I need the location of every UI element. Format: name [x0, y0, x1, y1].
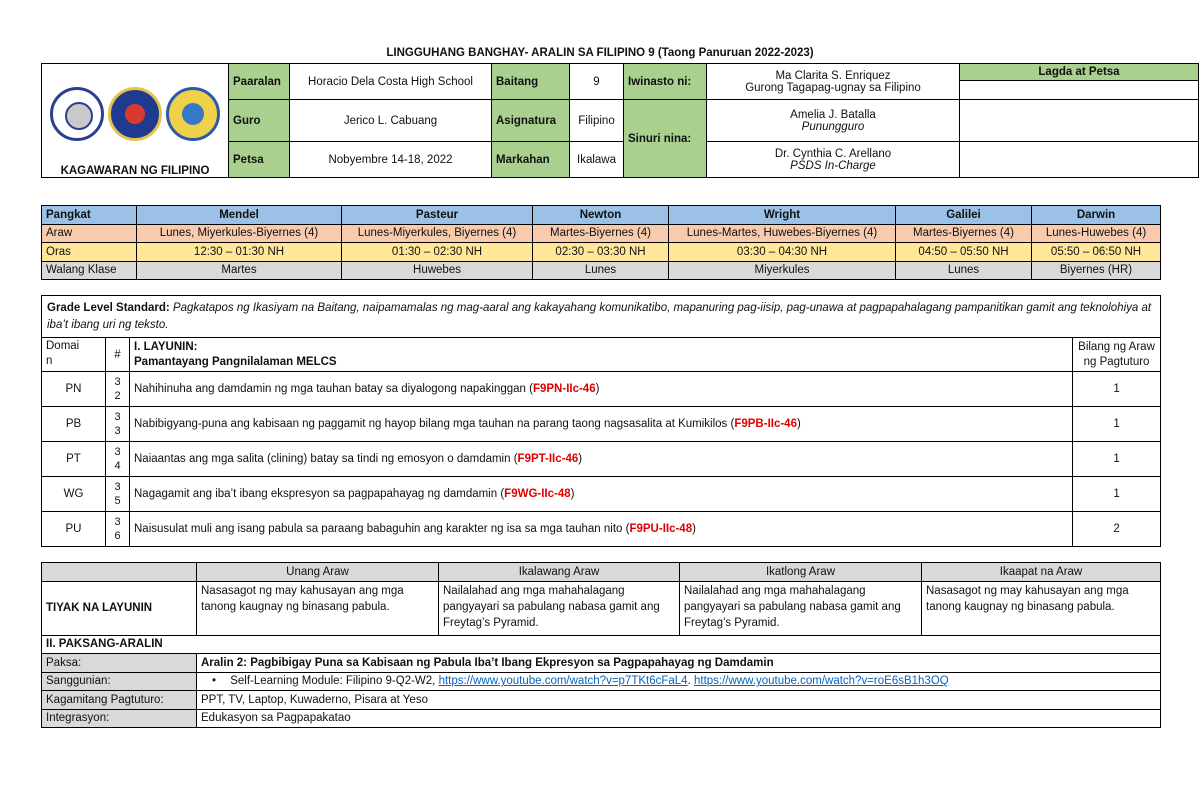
sinuri1-cell [707, 100, 960, 142]
standard-text: Pagkatapos ng Ikasiyam na Baitang, naipamamalas ng mag-aaral ang kakayahang komunikatibo, mapanuring pag-iisip, pag-unawa at pagpapahalagang pampanitikan gamit ang teknolohiya at iba’t ibang uri ng teksto. [47, 301, 1152, 331]
asignatura-label: Asignatura [492, 100, 570, 142]
logo-cell [42, 64, 229, 178]
objective-number: 3 3 [106, 407, 130, 442]
section-name: Wright [669, 206, 896, 225]
section-name: Darwin [1032, 206, 1161, 225]
objective-days: 1 [1073, 407, 1161, 442]
baitang-label: Baitang [492, 64, 570, 100]
bullet: • [211, 675, 217, 688]
guro-value: Jerico L. Cabuang [290, 100, 492, 142]
objective-text: Nahihinuha ang damdamin ng mga tauhan batay sa diyalogong napakinggan (F9PN-IIc-46) [130, 372, 1073, 407]
deped-seal-icon [50, 87, 104, 141]
section-araw: Lunes-Miyerkules, Biyernes (4) [342, 224, 533, 243]
objective-number: 3 5 [106, 477, 130, 512]
region-seal-icon [108, 87, 162, 141]
section-oras: 03:30 – 04:30 NH [669, 243, 896, 262]
lesson-table [41, 562, 1161, 728]
objective-days: 1 [1073, 477, 1161, 512]
lagda-sinuri1 [960, 100, 1199, 142]
objective-domain: PN [42, 372, 106, 407]
division-seal-icon [166, 87, 220, 141]
paksang-aralin-heading: II. PAKSANG-ARALIN [42, 635, 1161, 654]
markahan-label: Markahan [492, 142, 570, 178]
iwinasto-role: Gurong Tagapag-ugnay sa Filipino [745, 81, 921, 94]
lagda-header: Lagda at Petsa [960, 64, 1198, 81]
tiyak-day-1: Nasasagot ng may kahusayan ang mga tanong kaugnay ng binasang pabula. [197, 581, 439, 635]
sanggunian-label: Sanggunian: [42, 672, 197, 691]
objective-domain: WG [42, 477, 106, 512]
section-name: Newton [533, 206, 669, 225]
objective-number: 3 6 [106, 512, 130, 547]
page-title: LINGGUHANG BANGHAY- ARALIN SA FILIPINO 9 (Taong Panuruan 2022-2023) [386, 47, 814, 59]
sanggunian-value: • Self-Learning Module: Filipino 9-Q2-W2, https://www.youtube.com/watch?v=p7TKt6cFaL4. https://www.youtube.com/watch?v=roE6sB1h3OQ [197, 672, 1161, 691]
sinuri2-name: Dr. Cynthia C. Arellano [774, 147, 892, 160]
section-name: Pasteur [342, 206, 533, 225]
section-oras: 01:30 – 02:30 NH [342, 243, 533, 262]
day-header: Ikalawang Araw [439, 563, 680, 582]
markahan-value: Ikalawa [570, 142, 624, 178]
paaralan-value: Horacio Dela Costa High School [290, 64, 492, 100]
section-oras: 04:50 – 05:50 NH [896, 243, 1032, 262]
section-walang-klase: Biyernes (HR) [1032, 261, 1161, 280]
petsa-label: Petsa [229, 142, 290, 178]
section-walang-klase: Lunes [533, 261, 669, 280]
standard-label: Grade Level Standard: [47, 301, 170, 314]
lesson-corner [42, 563, 197, 582]
araw-label: Araw [42, 224, 137, 243]
sinuri2-cell [707, 142, 960, 178]
tiyak-day-4: Nasasagot ng may kahusayan ang mga tanong kaugnay ng binasang pabula. [922, 581, 1161, 635]
integrasyon-value: Edukasyon sa Pagpapakatao [197, 709, 1161, 728]
objective-code: F9PN-IIc-46 [532, 383, 596, 395]
objective-code: F9PU-IIc-48 [629, 523, 693, 535]
schedule-table [41, 205, 1161, 280]
objectives-table [41, 295, 1161, 547]
baitang-value: 9 [570, 64, 624, 100]
section-oras: 02:30 – 03:30 NH [533, 243, 669, 262]
section-walang-klase: Lunes [896, 261, 1032, 280]
section-araw: Martes-Biyernes (4) [533, 224, 669, 243]
pangkat-label: Pangkat [42, 206, 137, 225]
section-oras: 12:30 – 01:30 NH [137, 243, 342, 262]
days-header: Bilang ng Araw ng Pagtuturo [1073, 338, 1161, 372]
sinuri-label: Sinuri nina: [624, 100, 707, 178]
objective-domain: PT [42, 442, 106, 477]
objective-number: 3 2 [106, 372, 130, 407]
objective-domain: PB [42, 407, 106, 442]
grade-level-standard [42, 296, 1161, 338]
section-araw: Lunes, Miyerkules-Biyernes (4) [137, 224, 342, 243]
iwinasto-name: Ma Clarita S. Enriquez [775, 69, 891, 82]
paksa-label: Paksa: [42, 654, 197, 673]
objective-code: F9PB-IIc-46 [734, 418, 797, 430]
section-araw: Lunes-Martes, Huwebes-Biyernes (4) [669, 224, 896, 243]
objective-code: F9WG-IIc-48 [504, 488, 571, 500]
section-araw: Lunes-Huwebes (4) [1032, 224, 1161, 243]
walang-klase-label: Walang Klase [42, 261, 137, 280]
objective-row [42, 512, 1161, 547]
objective-row [42, 442, 1161, 477]
sinuri1-name: Amelia J. Batalla [790, 108, 876, 121]
lagda-sinuri2 [960, 142, 1199, 178]
objective-text: Naisusulat muli ang isang pabula sa paraang babaguhin ang karakter ng isa sa mga tauhan nito (F9PU-IIc-48) [130, 512, 1073, 547]
kagamitan-value: PPT, TV, Laptop, Kuwaderno, Pisara at Yeso [197, 691, 1161, 710]
oras-label: Oras [42, 243, 137, 262]
objective-text: Naiaantas ang mga salita (clining) batay sa tindi ng emosyon o damdamin (F9PT-IIc-46) [130, 442, 1073, 477]
paksa-value: Aralin 2: Pagbibigay Puna sa Kabisaan ng Pabula Iba’t Ibang Ekpresyon sa Pagpapahayag ng Damdamin [197, 654, 1161, 673]
section-araw: Martes-Biyernes (4) [896, 224, 1032, 243]
petsa-value: Nobyembre 14-18, 2022 [290, 142, 492, 178]
tiyak-day-2: Nailalahad ang mga mahahalagang pangyayari sa pabulang nabasa gamit ang Freytag’s Pyramid. [439, 581, 680, 635]
integrasyon-label: Integrasyon: [42, 709, 197, 728]
number-header: # [106, 338, 130, 372]
section-name: Mendel [137, 206, 342, 225]
objective-days: 1 [1073, 442, 1161, 477]
tiyak-day-3: Nailalahad ang mga mahahalagang pangyayari sa pabulang nabasa gamit ang Freytag’s Pyramid. [680, 581, 922, 635]
department-name: KAGAWARAN NG FILIPINO [60, 165, 210, 177]
objective-days: 2 [1073, 512, 1161, 547]
objective-row [42, 372, 1161, 407]
objective-row [42, 407, 1161, 442]
objective-days: 1 [1073, 372, 1161, 407]
youtube-link-1[interactable]: https://www.youtube.com/watch?v=p7TKt6cFaL4 [438, 675, 688, 688]
guro-label: Guro [229, 100, 290, 142]
asignatura-value: Filipino [570, 100, 624, 142]
objective-number: 3 4 [106, 442, 130, 477]
section-walang-klase: Miyerkules [669, 261, 896, 280]
objective-code: F9PT-IIc-46 [517, 453, 579, 465]
layunin-header: I. LAYUNIN: Pamantayang Pangnilalaman MELCS [130, 338, 1073, 372]
objective-domain: PU [42, 512, 106, 547]
section-oras: 05:50 – 06:50 NH [1032, 243, 1161, 262]
section-walang-klase: Martes [137, 261, 342, 280]
domain-header: Domai n [42, 338, 106, 372]
tiyak-label: TIYAK NA LAYUNIN [42, 581, 197, 635]
day-header: Unang Araw [197, 563, 439, 582]
objective-text: Nabibigyang-puna ang kabisaan ng paggamit ng hayop bilang mga tauhan na parang taong nagsasalita at Kumikilos (F9PB-IIc-46) [130, 407, 1073, 442]
paaralan-label: Paaralan [229, 64, 290, 100]
iwinasto-cell [707, 64, 960, 100]
lagda-cell [960, 64, 1199, 100]
section-name: Galilei [896, 206, 1032, 225]
objective-text: Nagagamit ang iba’t ibang ekspresyon sa pagpapahayag ng damdamin (F9WG-IIc-48) [130, 477, 1073, 512]
youtube-link-2[interactable]: https://www.youtube.com/watch?v=roE6sB1h3OQ [693, 675, 949, 688]
kagamitan-label: Kagamitang Pagtuturo: [42, 691, 197, 710]
iwinasto-label: Iwinasto ni: [624, 64, 707, 100]
sinuri2-role: PSDS In-Charge [790, 159, 876, 172]
day-header: Ikatlong Araw [680, 563, 922, 582]
day-header: Ikaapat na Araw [922, 563, 1161, 582]
objective-row [42, 477, 1161, 512]
sinuri1-role: Punungguro [801, 120, 865, 133]
header-table [41, 63, 1199, 178]
section-walang-klase: Huwebes [342, 261, 533, 280]
